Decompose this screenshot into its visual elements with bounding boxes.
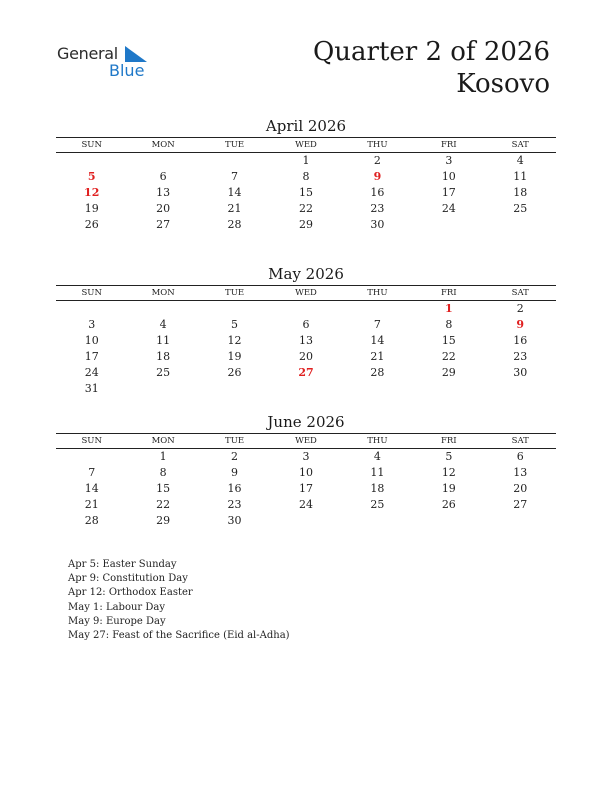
day-cell: 15 — [298, 186, 313, 199]
day-cell: 11 — [370, 466, 385, 479]
day-cell — [342, 301, 413, 317]
day-cell: 20 — [513, 482, 528, 495]
holiday-list-item: May 27: Feast of the Sacrifice (Eid al-Adha) — [68, 630, 290, 642]
weekday-label: SAT — [511, 288, 529, 298]
week-row — [56, 185, 556, 201]
weekday-label: SUN — [81, 288, 102, 298]
day-cell: 30 — [370, 218, 385, 231]
month-title: April 2026 — [265, 117, 347, 135]
day-cell: 7 — [231, 170, 239, 183]
day-cell: 14 — [227, 186, 242, 199]
day-cell: 28 — [370, 366, 385, 379]
day-cell: 25 — [513, 202, 528, 215]
week-row — [56, 349, 556, 365]
day-cell: 29 — [441, 366, 456, 379]
month-title: June 2026 — [267, 413, 345, 431]
week-row — [56, 153, 556, 169]
week-row — [56, 449, 556, 465]
holiday-day-cell: 27 — [298, 366, 314, 379]
day-cell — [342, 513, 413, 529]
weekday-label: TUE — [225, 140, 245, 150]
holiday-day-cell: 9 — [373, 170, 382, 183]
day-cell: 25 — [370, 498, 385, 511]
month-calendar-april — [56, 117, 556, 233]
holiday-list-item: Apr 9: Constitution Day — [68, 573, 188, 585]
day-cell: 7 — [88, 466, 96, 479]
holiday-day-cell: 12 — [84, 186, 100, 199]
weekday-label: THU — [367, 140, 388, 150]
day-cell: 29 — [298, 218, 313, 231]
weekday-label: WED — [295, 288, 317, 298]
day-cell: 19 — [84, 202, 99, 215]
week-row — [56, 317, 556, 333]
week-row — [56, 381, 556, 397]
day-cell — [270, 301, 341, 317]
day-cell — [56, 153, 127, 169]
week-row — [56, 201, 556, 217]
general-blue-logo — [57, 42, 157, 82]
weekday-label: MON — [151, 436, 175, 446]
day-cell: 19 — [441, 482, 456, 495]
month-title: May 2026 — [268, 265, 344, 283]
day-cell — [485, 513, 556, 529]
day-cell: 3 — [88, 318, 96, 331]
day-cell: 15 — [156, 482, 171, 495]
page-title — [313, 36, 550, 100]
day-cell — [342, 381, 413, 397]
day-cell: 22 — [298, 202, 313, 215]
day-cell: 21 — [227, 202, 242, 215]
holiday-day-cell: 1 — [444, 302, 453, 315]
weekday-label: TUE — [225, 436, 245, 446]
day-cell — [485, 381, 556, 397]
logo-triangle-icon — [125, 46, 147, 62]
day-cell: 3 — [302, 450, 310, 463]
day-cell: 16 — [513, 334, 528, 347]
weekday-label: WED — [295, 436, 317, 446]
day-cell: 8 — [302, 170, 310, 183]
day-cell: 26 — [441, 498, 456, 511]
day-cell: 6 — [516, 450, 524, 463]
day-cell: 17 — [441, 186, 456, 199]
month-calendar-june — [56, 413, 556, 529]
weekday-label: THU — [367, 288, 388, 298]
day-cell — [199, 301, 270, 317]
holiday-day-cell: 5 — [87, 170, 96, 183]
day-cell: 27 — [513, 498, 528, 511]
day-cell — [127, 153, 198, 169]
day-cell — [270, 513, 341, 529]
day-cell: 13 — [513, 466, 528, 479]
day-cell: 9 — [231, 466, 239, 479]
weekday-label: FRI — [440, 288, 457, 298]
day-cell: 30 — [227, 514, 242, 527]
day-cell: 12 — [441, 466, 456, 479]
day-cell — [413, 217, 484, 233]
day-cell: 1 — [302, 154, 310, 167]
day-cell: 19 — [227, 350, 242, 363]
day-cell — [56, 449, 127, 465]
day-cell: 5 — [445, 450, 453, 463]
weekday-label: SUN — [81, 436, 102, 446]
holiday-list-item: May 9: Europe Day — [68, 615, 166, 627]
week-row — [56, 217, 556, 233]
day-cell: 21 — [370, 350, 385, 363]
holiday-list-item: Apr 12: Orthodox Easter — [68, 587, 193, 599]
day-cell — [127, 301, 198, 317]
day-cell: 17 — [298, 482, 313, 495]
day-cell: 17 — [84, 350, 99, 363]
day-cell: 16 — [370, 186, 385, 199]
day-cell: 22 — [441, 350, 456, 363]
week-row — [56, 365, 556, 381]
day-cell: 3 — [445, 154, 453, 167]
country-title: Kosovo — [456, 69, 550, 99]
day-cell: 6 — [302, 318, 310, 331]
day-cell: 13 — [156, 186, 171, 199]
day-cell: 8 — [159, 466, 167, 479]
day-cell: 2 — [373, 154, 381, 167]
logo-general-text: General — [57, 44, 118, 63]
day-cell: 1 — [159, 450, 167, 463]
day-cell: 11 — [156, 334, 171, 347]
day-cell: 18 — [156, 350, 171, 363]
weekday-label: SAT — [511, 140, 529, 150]
weekday-label: SAT — [511, 436, 529, 446]
day-cell: 11 — [513, 170, 528, 183]
day-cell: 4 — [159, 318, 167, 331]
day-cell — [199, 381, 270, 397]
day-cell: 23 — [227, 498, 242, 511]
day-cell — [56, 301, 127, 317]
weekday-header-row — [56, 434, 556, 449]
weekday-label: SUN — [81, 140, 102, 150]
weekday-label: WED — [295, 140, 317, 150]
day-cell — [270, 381, 341, 397]
day-cell: 7 — [373, 318, 381, 331]
weekday-header-row — [56, 286, 556, 301]
day-cell: 20 — [156, 202, 171, 215]
weekday-label: MON — [151, 288, 175, 298]
day-cell: 30 — [513, 366, 528, 379]
day-cell: 27 — [156, 218, 171, 231]
quarter-title: Quarter 2 of 2026 — [312, 37, 550, 67]
day-cell — [485, 217, 556, 233]
day-cell: 5 — [231, 318, 239, 331]
weekday-label: THU — [367, 436, 388, 446]
weekday-label: TUE — [225, 288, 245, 298]
day-cell: 23 — [513, 350, 528, 363]
logo-blue-text: Blue — [109, 61, 145, 80]
day-cell: 22 — [156, 498, 171, 511]
holiday-day-cell: 9 — [516, 318, 525, 331]
holiday-list — [68, 558, 290, 643]
week-row — [56, 513, 556, 529]
day-cell: 18 — [370, 482, 385, 495]
holiday-list-item: Apr 5: Easter Sunday — [68, 559, 177, 570]
holiday-list-item: May 1: Labour Day — [68, 601, 165, 613]
day-cell — [413, 381, 484, 397]
day-cell: 8 — [445, 318, 453, 331]
day-cell: 28 — [84, 514, 99, 527]
day-cell: 12 — [227, 334, 242, 347]
weekday-header-row — [56, 138, 556, 153]
day-cell: 6 — [159, 170, 167, 183]
day-cell: 21 — [84, 498, 99, 511]
week-row — [56, 481, 556, 497]
day-cell: 4 — [516, 154, 524, 167]
month-calendar-may — [56, 265, 556, 397]
week-row — [56, 301, 556, 317]
day-cell: 2 — [231, 450, 239, 463]
day-cell: 13 — [298, 334, 313, 347]
day-cell: 4 — [373, 450, 381, 463]
weekday-label: FRI — [440, 436, 457, 446]
day-cell: 28 — [227, 218, 242, 231]
day-cell — [127, 381, 198, 397]
day-cell: 14 — [84, 482, 99, 495]
day-cell: 10 — [84, 334, 99, 347]
day-cell: 14 — [370, 334, 385, 347]
day-cell: 24 — [441, 202, 456, 215]
week-row — [56, 497, 556, 513]
week-row — [56, 169, 556, 185]
day-cell: 23 — [370, 202, 385, 215]
weekday-label: MON — [151, 140, 175, 150]
day-cell: 26 — [227, 366, 242, 379]
day-cell — [199, 153, 270, 169]
day-cell: 26 — [84, 218, 99, 231]
week-row — [56, 333, 556, 349]
day-cell: 15 — [441, 334, 456, 347]
week-row — [56, 465, 556, 481]
day-cell: 16 — [227, 482, 242, 495]
day-cell: 25 — [156, 366, 171, 379]
day-cell: 24 — [84, 366, 99, 379]
day-cell: 10 — [298, 466, 313, 479]
day-cell: 10 — [441, 170, 456, 183]
day-cell: 29 — [156, 514, 171, 527]
day-cell: 20 — [298, 350, 313, 363]
day-cell: 24 — [298, 498, 313, 511]
day-cell: 18 — [513, 186, 528, 199]
day-cell: 2 — [516, 302, 524, 315]
day-cell — [413, 513, 484, 529]
day-cell: 31 — [84, 382, 99, 395]
weekday-label: FRI — [440, 140, 457, 150]
